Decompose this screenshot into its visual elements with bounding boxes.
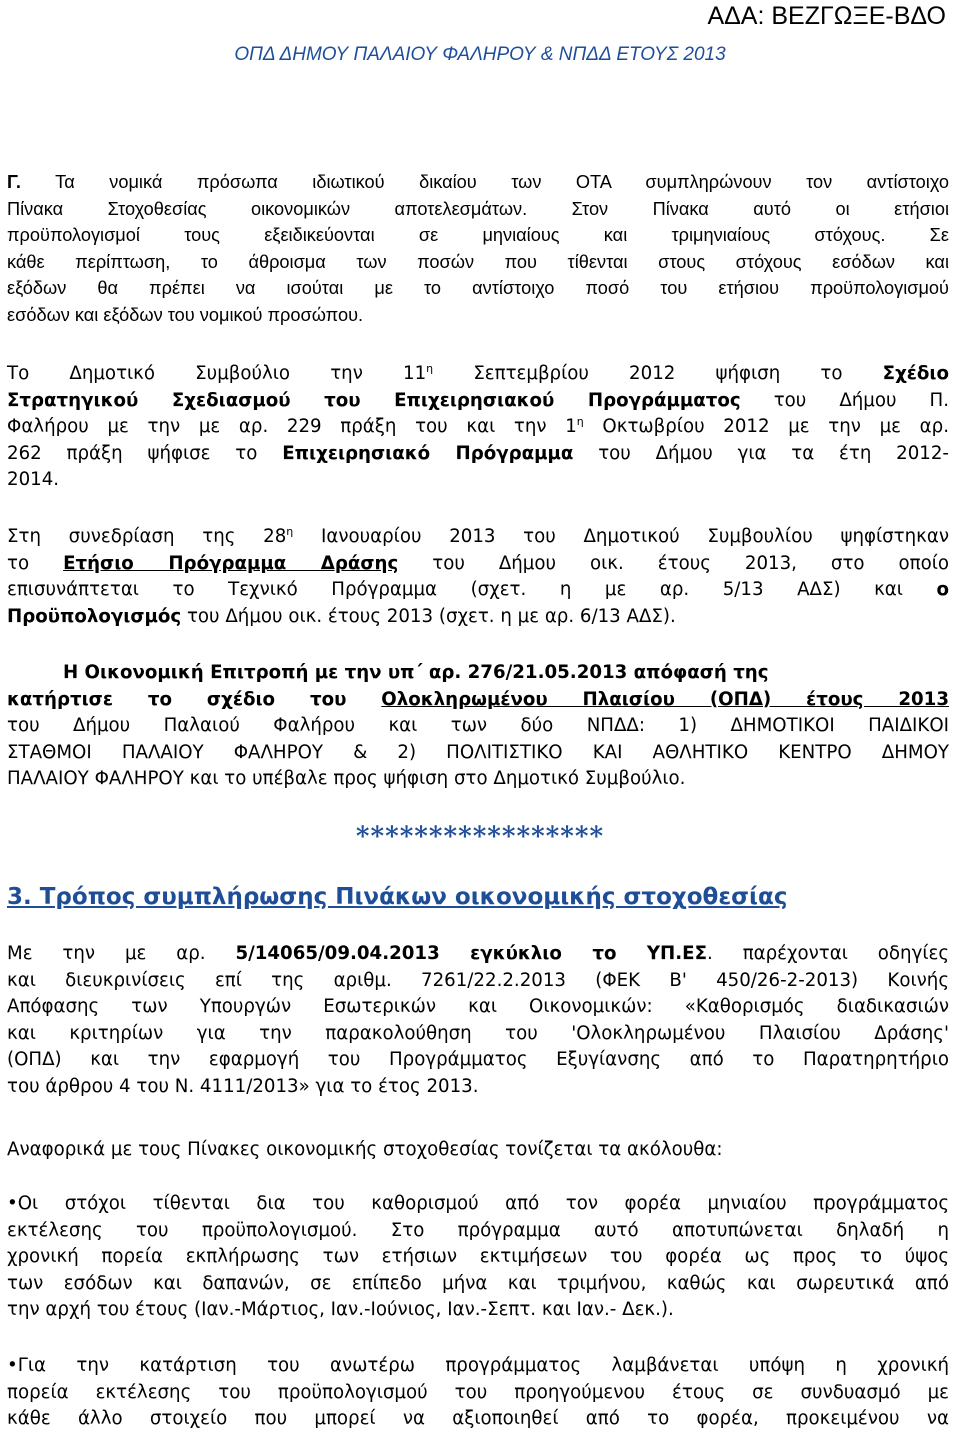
paragraph-dimotiko-symvoulio bbox=[7, 361, 949, 494]
text-run: Τα νομικά πρόσωπα ιδιωτικού δικαίου των ΟΤΑ συμπληρώνουν τον αντίστοιχο bbox=[21, 172, 949, 192]
text-run: του Δήμου για τα έτη 2012- bbox=[573, 442, 949, 464]
paragraph-synedriasi bbox=[7, 524, 949, 630]
ada-code: ΑΔΑ: ΒΕΖΓΩΞΕ-ΒΔΟ bbox=[707, 2, 946, 30]
text-line: ΣΤΑΘΜΟΙ ΠΑΛΑΙΟΥ ΦΑΛΗΡΟΥ & 2) ΠΟΛΙΤΙΣΤΙΚΟ ΚΑΙ ΑΘΛΗΤΙΚΟ ΚΕΝΤΡΟ ΔΗΜΟΥ bbox=[7, 741, 949, 763]
text-run: Οκτωβρίου 2012 με την με αρ. bbox=[583, 416, 949, 437]
document-running-header: ΟΠΔ ΔΗΜΟΥ ΠΑΛΑΙΟΥ ΦΑΛΗΡΟΥ & ΝΠΔΔ ΕΤΟΥΣ 2013 bbox=[234, 44, 726, 65]
text-run: Στη συνεδρίαση της 28 bbox=[7, 526, 287, 547]
text-run: Με την με αρ. bbox=[7, 943, 236, 964]
text-run: του Δήμου οικ. έτους 2013 (σχετ. η με αρ. 6/13 ΑΔΣ). bbox=[181, 605, 676, 627]
bold-underlined-text: Ετήσιο Πρόγραμμα Δράσης bbox=[63, 552, 399, 574]
text-line: Η Οικονομική Επιτροπή με την υπ΄ αρ. 276/21.05.2013 απόφασή της bbox=[63, 662, 769, 683]
section-label: Γ. bbox=[7, 172, 21, 192]
text-line: Πίνακα Στοχοθεσίας οικονομικών αποτελεσμάτων. Στον Πίνακα αυτό οι ετήσιοι bbox=[7, 198, 949, 219]
text-line bbox=[7, 169, 949, 196]
text-line bbox=[7, 551, 949, 578]
text-line: του άρθρου 4 του Ν. 4111/2013» για το έτος 2013. bbox=[7, 1075, 479, 1097]
text-line: κάθε περίπτωση, το άθροισμα των ποσών που τίθενται στους στόχους εσόδων και bbox=[7, 251, 949, 272]
text-run: . παρέχονται οδηγίες bbox=[707, 943, 949, 964]
bullet-item bbox=[7, 1191, 949, 1324]
text-line bbox=[7, 524, 949, 551]
text-line bbox=[7, 388, 949, 415]
separator-stars: ***************** bbox=[355, 822, 605, 852]
superscript: η bbox=[426, 361, 434, 375]
section-3-heading: 3. Τρόπος συμπλήρωσης Πινάκων οικονομικής στοχοθεσίας bbox=[7, 884, 788, 910]
bold-text: Επιχειρησιακό Πρόγραμμα bbox=[282, 442, 574, 464]
bullet-item bbox=[7, 1353, 949, 1433]
bold-text: Προϋπολογισμός bbox=[7, 605, 182, 627]
superscript: η bbox=[286, 524, 294, 538]
text-line: προϋπολογισμοί τους εξειδικεύονται σε μηνιαίους και τριμηνιαίους στόχους. Σε bbox=[7, 225, 949, 245]
text-line: του Δήμου Παλαιού Φαλήρου και των δύο ΝΠΔΔ: 1) ΔΗΜΟΤΙΚΟΙ ΠΑΙΔΙΚΟΙ bbox=[7, 715, 949, 736]
text-run: Ιανουαρίου 2013 του Δημοτικού Συμβουλίου ψηφίστηκαν bbox=[293, 526, 949, 547]
paragraph-anaforika bbox=[7, 1137, 949, 1164]
text-line: χρονική πορεία εκπλήρωσης των ετήσιων εκτιμήσεων του φορέα ως προς το ύψος bbox=[7, 1246, 949, 1267]
text-line: και διευκρινίσεις επί της αριθμ. 7261/22.2.2013 (ΦΕΚ Β' 450/26-2-2013) Κοινής bbox=[7, 969, 949, 991]
bold-text: Σχέδιο bbox=[882, 363, 949, 384]
text-run: 262 πράξη ψήφισε το bbox=[7, 442, 283, 464]
text-line: 2014. bbox=[7, 469, 60, 490]
text-run: του Δήμου οικ. έτους 2013, στο οποίο bbox=[398, 552, 950, 574]
bold-text: ο bbox=[936, 579, 949, 600]
paragraph-g bbox=[7, 169, 949, 328]
underlined-text: Ολοκληρωμένου Πλαισίου (ΟΠΔ) έτους 2013 bbox=[381, 688, 949, 710]
bold-text: Στρατηγικού Σχεδιασμού του Επιχειρησιακού Προγράμματος bbox=[7, 389, 741, 411]
text-run: το bbox=[7, 552, 64, 574]
paragraph-oikonomiki-epitropi bbox=[7, 660, 949, 793]
text-line: εκτέλεσης του προϋπολογισμού. Στο πρόγραμμα αυτό αποτυπώνεται δηλαδή η bbox=[7, 1219, 949, 1241]
text-line bbox=[7, 604, 949, 631]
superscript: η bbox=[576, 414, 584, 428]
text-line: Αναφορικά με τους Πίνακες οικονομικής στοχοθεσίας τονίζεται τα ακόλουθα: bbox=[7, 1139, 723, 1160]
text-line: (ΟΠΔ) και την εφαρμογή του Προγράμματος Εξυγίανσης από το Παρατηρητήριο bbox=[7, 1049, 949, 1070]
text-line bbox=[7, 414, 949, 441]
text-line: Απόφασης των Υπουργών Εσωτερικών και Οικονομικών: «Καθορισμός διαδικασιών bbox=[7, 996, 949, 1017]
text-line: εσόδων και εξόδων του νομικού προσώπου. bbox=[7, 304, 364, 325]
text-line: •Για την κατάρτιση του ανωτέρω προγράμματος λαμβάνεται υπόψη η χρονική bbox=[7, 1355, 949, 1376]
text-line: την αρχή του έτους (Ιαν.-Μάρτιος, Ιαν.-Ιούνιος, Ιαν.-Σεπτ. και Ιαν.- Δεκ.). bbox=[7, 1299, 674, 1320]
text-run: του Δήμου Π. bbox=[740, 389, 949, 411]
text-line bbox=[7, 441, 949, 468]
text-line: πορεία εκτέλεσης του προϋπολογισμού του προηγούμενου έτους σε συνδυασμό με bbox=[7, 1381, 949, 1403]
text-line bbox=[7, 687, 949, 714]
bold-text: 5/14065/09.04.2013 εγκύκλιο το ΥΠ.ΕΣ bbox=[235, 943, 708, 964]
text-line bbox=[7, 361, 949, 388]
text-run: Φαλήρου με την με αρ. 229 πράξη του και την 1 bbox=[7, 416, 577, 437]
text-line: •Οι στόχοι τίθενται δια του καθορισμού από τον φορέα μηνιαίου προγράμματος bbox=[7, 1193, 949, 1214]
text-line: των εσόδων και δαπανών, σε επίπεδο μήνα και τριμήνου, καθώς και σωρευτικά από bbox=[7, 1272, 949, 1294]
text-run: Σεπτεμβρίου 2012 ψήφιση το bbox=[433, 363, 883, 384]
text-run: Το Δημοτικό Συμβούλιο την 11 bbox=[7, 363, 427, 384]
text-run: κατήρτισε το σχέδιο του bbox=[7, 688, 382, 710]
text-line: και κριτηρίων για την παρακολούθηση του 'Ολοκληρωμένου Πλαισίου Δράσης' bbox=[7, 1022, 949, 1044]
paragraph-egkyklio bbox=[7, 941, 949, 1100]
text-line bbox=[7, 577, 949, 604]
text-run: επισυνάπτεται το Τεχνικό Πρόγραμμα (σχετ. η με αρ. 5/13 ΑΔΣ) και bbox=[7, 579, 937, 600]
text-line: κάθε άλλο στοιχείο που μπορεί να αξιοποιηθεί από το φορέα, προκειμένου να bbox=[7, 1408, 949, 1429]
text-line: ΠΑΛΑΙΟΥ ΦΑΛΗΡΟΥ και το υπέβαλε προς ψήφιση στο Δημοτικό Συμβούλιο. bbox=[7, 768, 686, 789]
text-line: εξόδων θα πρέπει να ισούται με το αντίστοιχο ποσό του ετήσιου προϋπολογισμού bbox=[7, 278, 949, 298]
text-line bbox=[7, 941, 949, 968]
